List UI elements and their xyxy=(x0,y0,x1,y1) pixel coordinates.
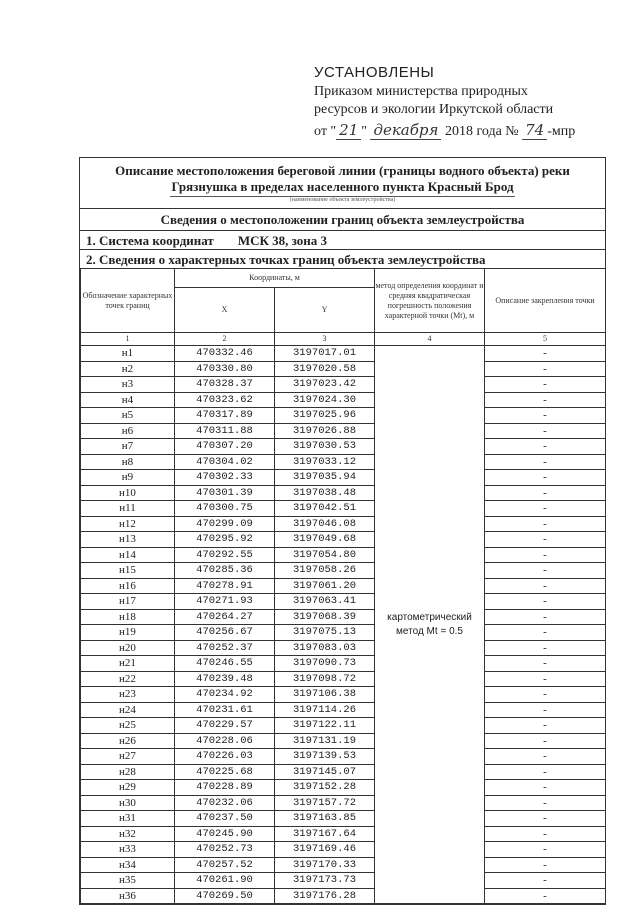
table-row xyxy=(81,594,606,610)
x-coordinate-cell: 470257.52 xyxy=(175,857,275,873)
x-coordinate-cell: 470278.91 xyxy=(175,578,275,594)
col-number: 5 xyxy=(485,333,606,346)
description-cell: - xyxy=(485,609,606,625)
header-desc: Описание закрепления точки xyxy=(485,269,606,333)
document-title: Описание местоположения береговой линии (границы водного объекта) реки Грязнушка в пределах населенного пункта Красный Брод xyxy=(115,163,570,194)
table-row xyxy=(81,842,606,858)
description-cell: - xyxy=(485,780,606,796)
description-cell: - xyxy=(485,857,606,873)
x-coordinate-cell: 470271.93 xyxy=(175,594,275,610)
x-coordinate-cell: 470228.06 xyxy=(175,733,275,749)
x-coordinate-cell: 470226.03 xyxy=(175,749,275,765)
section-heading: Сведения о местоположении границ объекта землеустройства xyxy=(80,208,605,231)
x-coordinate-cell: 470261.90 xyxy=(175,873,275,889)
y-coordinate-cell: 3197106.38 xyxy=(275,687,375,703)
description-cell: - xyxy=(485,346,606,362)
approval-header xyxy=(314,64,634,140)
y-coordinate-cell: 3197063.41 xyxy=(275,594,375,610)
y-coordinate-cell: 3197049.68 xyxy=(275,532,375,548)
point-id-cell: н16 xyxy=(81,578,175,594)
x-coordinate-cell: 470300.75 xyxy=(175,501,275,517)
header-coords: Координаты, м xyxy=(175,269,375,288)
table-row xyxy=(81,671,606,687)
y-coordinate-cell: 3197114.26 xyxy=(275,702,375,718)
x-coordinate-cell: 470299.09 xyxy=(175,516,275,532)
points-table-body xyxy=(81,346,606,904)
point-id-cell: н31 xyxy=(81,811,175,827)
table-row xyxy=(81,501,606,517)
point-id-cell: н34 xyxy=(81,857,175,873)
table-row xyxy=(81,547,606,563)
description-cell: - xyxy=(485,811,606,827)
handwritten-day: 21 xyxy=(336,121,361,140)
table-row xyxy=(81,470,606,486)
table-row xyxy=(81,733,606,749)
description-cell: - xyxy=(485,408,606,424)
table-row xyxy=(81,361,606,377)
point-id-cell: н8 xyxy=(81,454,175,470)
point-id-cell: н33 xyxy=(81,842,175,858)
description-cell: - xyxy=(485,888,606,904)
y-coordinate-cell: 3197157.72 xyxy=(275,795,375,811)
table-row xyxy=(81,609,606,625)
y-coordinate-cell: 3197131.19 xyxy=(275,733,375,749)
description-cell: - xyxy=(485,439,606,455)
x-coordinate-cell: 470307.20 xyxy=(175,439,275,455)
description-cell: - xyxy=(485,578,606,594)
table-row xyxy=(81,532,606,548)
y-coordinate-cell: 3197139.53 xyxy=(275,749,375,765)
point-id-cell: н9 xyxy=(81,470,175,486)
x-coordinate-cell: 470295.92 xyxy=(175,532,275,548)
point-id-cell: н18 xyxy=(81,609,175,625)
y-coordinate-cell: 3197098.72 xyxy=(275,671,375,687)
table-row xyxy=(81,346,606,362)
col-number: 2 xyxy=(175,333,275,346)
x-coordinate-cell: 470264.27 xyxy=(175,609,275,625)
point-id-cell: н29 xyxy=(81,780,175,796)
description-cell: - xyxy=(485,485,606,501)
y-coordinate-cell: 3197020.58 xyxy=(275,361,375,377)
x-coordinate-cell: 470252.73 xyxy=(175,842,275,858)
description-cell: - xyxy=(485,361,606,377)
y-coordinate-cell: 3197030.53 xyxy=(275,439,375,455)
point-id-cell: н30 xyxy=(81,795,175,811)
col-number: 3 xyxy=(275,333,375,346)
description-cell: - xyxy=(485,671,606,687)
point-id-cell: н27 xyxy=(81,749,175,765)
table-row xyxy=(81,656,606,672)
description-cell: - xyxy=(485,687,606,703)
point-id-cell: н12 xyxy=(81,516,175,532)
approval-line-2: ресурсов и экологии Иркутской области xyxy=(314,102,554,117)
point-id-cell: н11 xyxy=(81,501,175,517)
y-coordinate-cell: 3197026.88 xyxy=(275,423,375,439)
table-row xyxy=(81,392,606,408)
description-cell: - xyxy=(485,656,606,672)
y-coordinate-cell: 3197025.96 xyxy=(275,408,375,424)
description-cell: - xyxy=(485,826,606,842)
col-number: 1 xyxy=(81,333,175,346)
description-cell: - xyxy=(485,795,606,811)
point-id-cell: н2 xyxy=(81,361,175,377)
y-coordinate-cell: 3197075.13 xyxy=(275,625,375,641)
x-coordinate-cell: 470237.50 xyxy=(175,811,275,827)
y-coordinate-cell: 3197068.39 xyxy=(275,609,375,625)
table-row xyxy=(81,687,606,703)
point-id-cell: н15 xyxy=(81,563,175,579)
x-coordinate-cell: 470311.88 xyxy=(175,423,275,439)
document-subtitle: (наименование объекта землеустройства) xyxy=(170,196,515,208)
point-id-cell: н32 xyxy=(81,826,175,842)
header-method: метод определения координат и средняя квадратическая погрешность положения характерной точки (Mt), м xyxy=(375,269,485,333)
approval-title: УСТАНОВЛЕНЫ xyxy=(314,64,435,81)
header-x: X xyxy=(175,288,275,333)
table-row xyxy=(81,377,606,393)
x-coordinate-cell: 470285.36 xyxy=(175,563,275,579)
point-id-cell: н24 xyxy=(81,702,175,718)
x-coordinate-cell: 470256.67 xyxy=(175,625,275,641)
y-coordinate-cell: 3197170.33 xyxy=(275,857,375,873)
handwritten-number: 74 xyxy=(522,121,547,140)
point-id-cell: н36 xyxy=(81,888,175,904)
description-cell: - xyxy=(485,764,606,780)
point-id-cell: н35 xyxy=(81,873,175,889)
table-row xyxy=(81,578,606,594)
table-row xyxy=(81,516,606,532)
description-cell: - xyxy=(485,470,606,486)
y-coordinate-cell: 3197090.73 xyxy=(275,656,375,672)
point-id-cell: н10 xyxy=(81,485,175,501)
x-coordinate-cell: 470234.92 xyxy=(175,687,275,703)
x-coordinate-cell: 470332.46 xyxy=(175,346,275,362)
x-coordinate-cell: 470302.33 xyxy=(175,470,275,486)
point-id-cell: н25 xyxy=(81,718,175,734)
y-coordinate-cell: 3197163.85 xyxy=(275,811,375,827)
description-cell: - xyxy=(485,842,606,858)
table-row xyxy=(81,826,606,842)
handwritten-month: декабря xyxy=(370,121,441,140)
point-id-cell: н22 xyxy=(81,671,175,687)
boundary-description-sheet xyxy=(79,157,606,905)
y-coordinate-cell: 3197054.80 xyxy=(275,547,375,563)
coordinate-system-value: МСК 38, зона 3 xyxy=(237,233,328,248)
description-cell: - xyxy=(485,516,606,532)
x-coordinate-cell: 470231.61 xyxy=(175,702,275,718)
y-coordinate-cell: 3197035.94 xyxy=(275,470,375,486)
point-id-cell: н13 xyxy=(81,532,175,548)
x-coordinate-cell: 470252.37 xyxy=(175,640,275,656)
method-cell: картометрический метод Mt = 0.5 xyxy=(375,346,485,904)
y-coordinate-cell: 3197173.73 xyxy=(275,873,375,889)
x-coordinate-cell: 470301.39 xyxy=(175,485,275,501)
description-cell: - xyxy=(485,563,606,579)
table-row xyxy=(81,718,606,734)
x-coordinate-cell: 470269.50 xyxy=(175,888,275,904)
table-row xyxy=(81,749,606,765)
coordinate-system-row: 1. Система координат МСК 38, зона 3 xyxy=(80,231,605,250)
point-id-cell: н6 xyxy=(81,423,175,439)
table-row xyxy=(81,795,606,811)
y-coordinate-cell: 3197152.28 xyxy=(275,780,375,796)
description-cell: - xyxy=(485,749,606,765)
description-cell: - xyxy=(485,377,606,393)
y-coordinate-cell: 3197046.08 xyxy=(275,516,375,532)
y-coordinate-cell: 3197017.01 xyxy=(275,346,375,362)
points-heading: 2. Сведения о характерных точках границ объекта землеустройства xyxy=(86,252,486,267)
header-y: Y xyxy=(275,288,375,333)
point-id-cell: н1 xyxy=(81,346,175,362)
description-cell: - xyxy=(485,392,606,408)
description-cell: - xyxy=(485,501,606,517)
table-row xyxy=(81,408,606,424)
col-number: 4 xyxy=(375,333,485,346)
y-coordinate-cell: 3197042.51 xyxy=(275,501,375,517)
point-id-cell: н14 xyxy=(81,547,175,563)
description-cell: - xyxy=(485,873,606,889)
y-coordinate-cell: 3197033.12 xyxy=(275,454,375,470)
table-row xyxy=(81,439,606,455)
table-row xyxy=(81,485,606,501)
description-cell: - xyxy=(485,454,606,470)
x-coordinate-cell: 470239.48 xyxy=(175,671,275,687)
x-coordinate-cell: 470232.06 xyxy=(175,795,275,811)
description-cell: - xyxy=(485,547,606,563)
x-coordinate-cell: 470317.89 xyxy=(175,408,275,424)
description-cell: - xyxy=(485,625,606,641)
y-coordinate-cell: 3197024.30 xyxy=(275,392,375,408)
description-cell: - xyxy=(485,423,606,439)
y-coordinate-cell: 3197176.28 xyxy=(275,888,375,904)
table-row xyxy=(81,454,606,470)
table-row xyxy=(81,857,606,873)
table-row xyxy=(81,811,606,827)
point-id-cell: н28 xyxy=(81,764,175,780)
point-id-cell: н7 xyxy=(81,439,175,455)
point-id-cell: н20 xyxy=(81,640,175,656)
x-coordinate-cell: 470228.89 xyxy=(175,780,275,796)
points-table xyxy=(80,268,606,904)
x-coordinate-cell: 470323.62 xyxy=(175,392,275,408)
table-row xyxy=(81,764,606,780)
point-id-cell: н21 xyxy=(81,656,175,672)
point-id-cell: н17 xyxy=(81,594,175,610)
x-coordinate-cell: 470328.37 xyxy=(175,377,275,393)
table-row xyxy=(81,640,606,656)
x-coordinate-cell: 470292.55 xyxy=(175,547,275,563)
table-row xyxy=(81,563,606,579)
x-coordinate-cell: 470225.68 xyxy=(175,764,275,780)
y-coordinate-cell: 3197058.26 xyxy=(275,563,375,579)
y-coordinate-cell: 3197122.11 xyxy=(275,718,375,734)
table-row xyxy=(81,780,606,796)
table-row xyxy=(81,873,606,889)
table-row xyxy=(81,625,606,641)
y-coordinate-cell: 3197038.48 xyxy=(275,485,375,501)
point-id-cell: н19 xyxy=(81,625,175,641)
x-coordinate-cell: 470229.57 xyxy=(175,718,275,734)
y-coordinate-cell: 3197167.64 xyxy=(275,826,375,842)
x-coordinate-cell: 470246.55 xyxy=(175,656,275,672)
x-coordinate-cell: 470304.02 xyxy=(175,454,275,470)
table-row xyxy=(81,423,606,439)
description-cell: - xyxy=(485,718,606,734)
description-cell: - xyxy=(485,733,606,749)
description-cell: - xyxy=(485,594,606,610)
x-coordinate-cell: 470245.90 xyxy=(175,826,275,842)
point-id-cell: н5 xyxy=(81,408,175,424)
y-coordinate-cell: 3197023.42 xyxy=(275,377,375,393)
header-point: Обозначение характерных точек границ xyxy=(81,269,175,333)
point-id-cell: н3 xyxy=(81,377,175,393)
y-coordinate-cell: 3197145.07 xyxy=(275,764,375,780)
point-id-cell: н26 xyxy=(81,733,175,749)
point-id-cell: н4 xyxy=(81,392,175,408)
y-coordinate-cell: 3197061.20 xyxy=(275,578,375,594)
y-coordinate-cell: 3197169.46 xyxy=(275,842,375,858)
description-cell: - xyxy=(485,702,606,718)
approval-date-line: от " 21 " декабря 2018 года № 74 -мпр xyxy=(314,121,576,139)
x-coordinate-cell: 470330.80 xyxy=(175,361,275,377)
description-cell: - xyxy=(485,532,606,548)
approval-line-1: Приказом министерства природных xyxy=(314,84,528,99)
table-row xyxy=(81,888,606,904)
description-cell: - xyxy=(485,640,606,656)
table-row xyxy=(81,702,606,718)
point-id-cell: н23 xyxy=(81,687,175,703)
y-coordinate-cell: 3197083.03 xyxy=(275,640,375,656)
